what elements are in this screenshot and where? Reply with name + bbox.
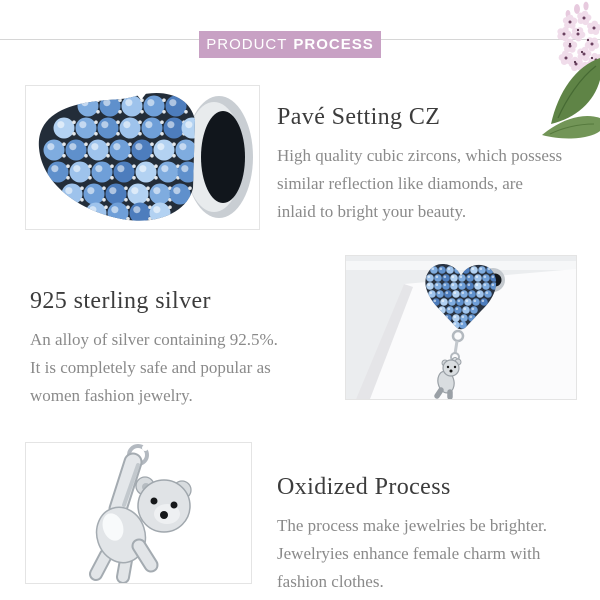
- teddy-bear-photo: [25, 442, 252, 584]
- section-oxidized-process: [277, 472, 597, 596]
- banner-label-regular: PRODUCT: [206, 36, 288, 53]
- section-body-line: women fashion jewelry.: [30, 386, 193, 405]
- section-body-line: Jewelryies enhance female charm with: [277, 544, 541, 563]
- section-heading: Pavé Setting CZ: [277, 104, 441, 130]
- pave-heart-photo: [25, 85, 260, 230]
- charm-with-bear-photo: [345, 255, 577, 400]
- section-sterling-silver: [30, 286, 350, 410]
- lilac-flower-illustration: [520, 0, 600, 140]
- section-title-banner: [199, 31, 381, 58]
- section-heading: Oxidized Process: [277, 474, 451, 500]
- section-body-line: High quality cubic zircons, which possess: [277, 146, 563, 165]
- section-body-line: inlaid to bright your beauty.: [277, 202, 467, 221]
- section-body-line: fashion clothes.: [277, 572, 384, 591]
- section-body-line: An alloy of silver containing 92.5%.: [30, 330, 278, 349]
- section-body-line: similar reflection like diamonds, are: [277, 174, 523, 193]
- banner-label-bold: PROCESS: [293, 36, 374, 53]
- section-body-line: It is completely safe and popular as: [30, 358, 271, 377]
- section-heading: 925 sterling silver: [30, 288, 211, 314]
- section-body-line: The process make jewelries be brighter.: [277, 516, 548, 535]
